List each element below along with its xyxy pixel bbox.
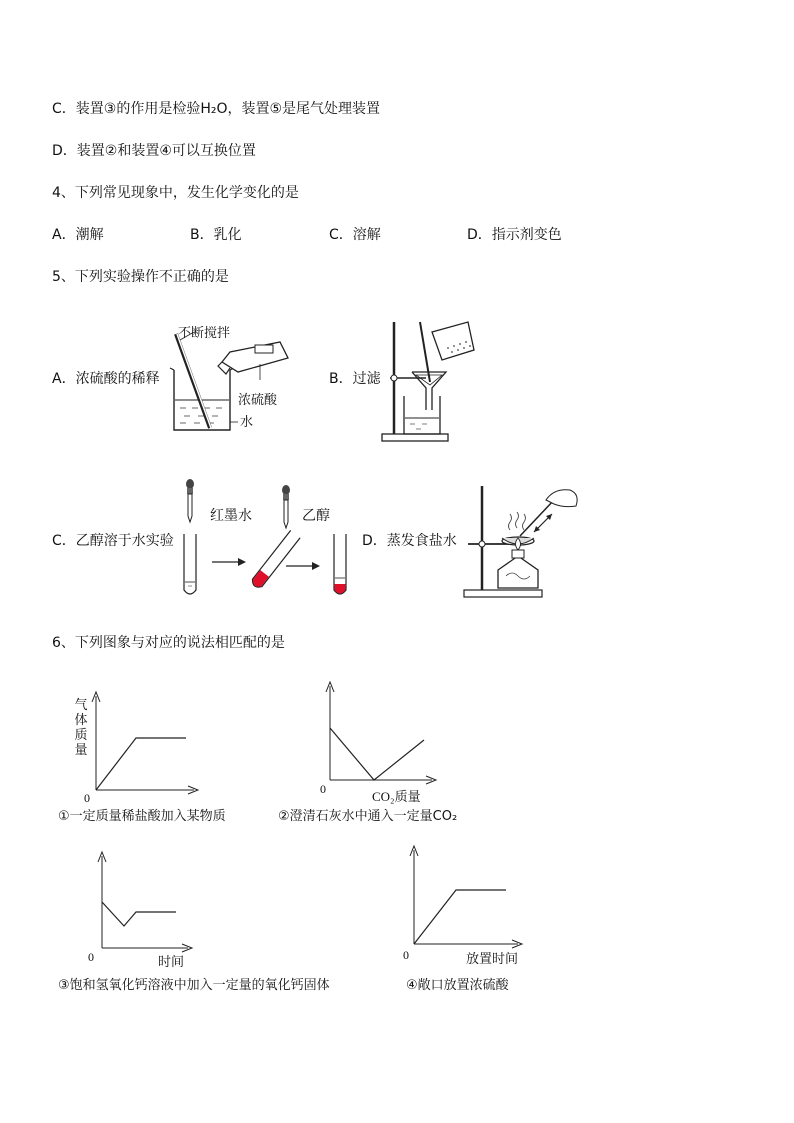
graph4-plot <box>408 846 526 950</box>
q5-option-b-label: B．过滤 <box>329 371 381 387</box>
conc-acid-label: 浓硫酸 <box>238 393 278 408</box>
graph3-caption: ③饱和氢氧化钙溶液中加入一定量的氧化钙固体 <box>58 978 330 993</box>
evaporation-figure <box>462 486 582 602</box>
q5-option-d-label: D．蒸发食盐水 <box>362 533 457 549</box>
graph2-xlabel: CO₂质量 <box>372 789 421 804</box>
graph4-caption: ④敞口放置浓硫酸 <box>406 978 509 993</box>
q6-stem: 6、下列图象与对应的说法相匹配的是 <box>52 635 285 651</box>
graph3-plot <box>96 852 196 956</box>
q5-option-c-label: C．乙醇溶于水实验 <box>52 533 174 549</box>
q4-option-d: D．指示剂变色 <box>467 227 562 243</box>
q4-stem: 4、下列常见现象中，发生化学变化的是 <box>52 185 299 201</box>
q4-option-c: C．溶解 <box>329 227 381 243</box>
q5-stem: 5、下列实验操作不正确的是 <box>52 269 229 285</box>
graph1-plot <box>90 690 200 800</box>
graph3-xlabel: 时间 <box>158 954 185 969</box>
filtration-figure <box>380 318 480 446</box>
q3-option-c: C．装置③的作用是检验H₂O，装置⑤是尾气处理装置 <box>52 101 381 117</box>
graph3-origin: 0 <box>88 950 94 964</box>
graph4-xlabel: 放置时间 <box>466 951 519 966</box>
ethanol-label: 乙醇 <box>302 508 330 524</box>
graph4-origin: 0 <box>403 948 409 962</box>
ethanol-experiment-figure <box>176 476 366 606</box>
q4-option-a: A．潮解 <box>52 227 104 243</box>
graph1-origin: 0 <box>84 791 90 805</box>
stir-label: 不断搅拌 <box>178 326 231 341</box>
red-ink-label: 红墨水 <box>210 508 252 524</box>
q3-option-d: D．装置②和装置④可以互换位置 <box>52 143 256 159</box>
q5-option-a-label: A．浓硫酸的稀释 <box>52 371 160 387</box>
water-label: 水 <box>240 415 254 430</box>
q4-option-b: B．乳化 <box>190 227 242 243</box>
graph1-ylabel: 气 体 质 量 <box>74 698 88 758</box>
graph2-plot <box>324 680 438 784</box>
graph2-origin: 0 <box>320 782 326 796</box>
graph2-caption: ②澄清石灰水中通入一定量CO₂ <box>278 809 458 824</box>
graph1-caption: ①一定质量稀盐酸加入某物质 <box>58 809 226 824</box>
